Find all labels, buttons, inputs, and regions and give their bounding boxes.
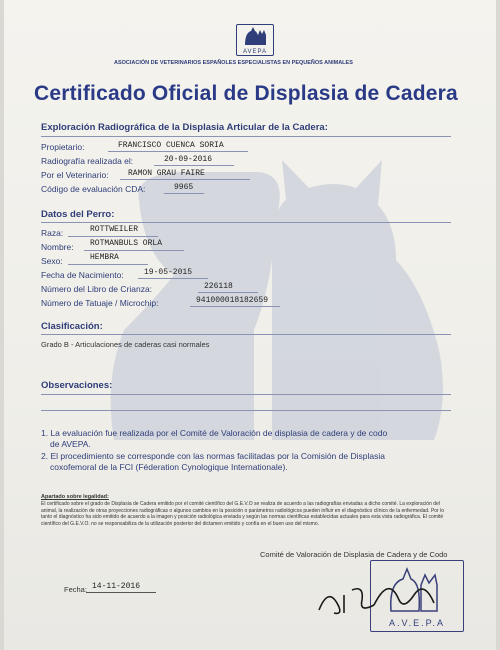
field-underline [198,292,258,293]
microchip-label: Número de Tatuaje / Microchip: [41,298,159,308]
date-value: 14-11-2016 [92,582,141,591]
birth-date-value: 19-05-2015 [144,268,193,277]
legal-text: El certificado sobre el grado de Displasia de Cadera emitido por el comité científico del G.E.V.O se realiza de acuerdo a las radiografías enviadas a dicho comité. La exploración del animal, la realización de otras proyecciones radiográficas o algunos cambios en la posición o parámetros radiológicos pueden influir en el diagnóstico clínico de la enfermedad. Por lo tanto el diagnóstico ha sido emitido de acuerdo a la imagen y posición radiológica enviada y según las normas científicas establecidas actuales para esta vista radiográfica. El comité científico del G.E.V.O. no se responsabiliza de la utilización posterior del dictamen emitido y confía en el buen uso del mismo. [41,501,445,527]
microchip-value: 941000018182659 [196,296,269,305]
vet-label: Por el Veterinario: [41,170,109,180]
stamp-text: A.V.E.P.A [388,618,446,628]
blank-line [41,410,451,411]
xray-date-value: 20-09-2016 [164,155,213,164]
certificate-page [4,0,496,650]
note-2-line-1: 2. El procedimiento se corresponde con las normas facilitadas por la Comisión de Displasia [41,451,385,461]
dog-heading: Datos del Perro: [41,209,115,220]
owner-value: FRANCISCO CUENCA SORIA [118,141,224,150]
field-underline [84,250,184,251]
divider [41,136,451,137]
field-underline [86,592,156,593]
classification-value: Grado B - Articulaciones de caderas casi normales [41,340,210,349]
divider [41,394,451,395]
field-underline [68,264,148,265]
field-underline [154,165,234,166]
note-1-line-1: 1. La evaluación fue realizada por el Comité de Valoración de displasia de cadera y de codo [41,428,388,438]
field-underline [68,236,158,237]
note-2-line-2: coxofemoral de la FCI (Féderation Cynologique Internationale). [50,462,288,472]
sex-value: HEMBRA [90,253,119,262]
owner-label: Propietario: [41,142,85,152]
breed-value: ROTTWEILER [90,225,139,234]
signature-icon [304,565,464,625]
date-label: Fecha: [64,585,87,594]
legal-heading: Apartado sobre legalidad: [41,494,109,500]
sex-label: Sexo: [41,256,63,266]
page-title: Certificado Oficial de Displasia de Cadera [34,82,458,105]
field-underline [108,151,248,152]
code-label: Código de evaluación CDA: [41,184,146,194]
breeding-book-value: 226118 [204,282,233,291]
code-value: 9965 [174,183,194,192]
association-name: ASOCIACIÓN DE VETERINARIOS ESPAÑOLES ESPECIALISTAS EN PEQUEÑOS ANIMALES [114,60,353,66]
committee-name: Comité de Valoración de Displasia de Cadera y de Codo [260,550,448,559]
divider [41,334,451,335]
avepa-logo [236,24,274,56]
field-underline [164,193,204,194]
exploration-heading: Exploración Radiográfica de la Displasia Articular de la Cadera: [41,122,328,133]
divider [41,222,451,223]
breeding-book-label: Número del Libro de Crianza: [41,284,153,294]
classification-heading: Clasificación: [41,321,103,332]
breed-label: Raza: [41,228,64,238]
observations-heading: Observaciones: [41,380,113,391]
field-underline [120,179,250,180]
dog-name-value: ROTMANBULS ORLA [90,239,163,248]
xray-date-label: Radiografía realizada el: [41,156,134,166]
field-underline [190,306,280,307]
dog-name-label: Nombre: [41,242,74,252]
logo-text: AVEPA [242,49,268,55]
birth-date-label: Fecha de Nacimiento: [41,270,124,280]
note-1-line-2: de AVEPA. [50,439,91,449]
vet-value: RAMON GRAU FAIRE [128,169,205,178]
field-underline [138,278,208,279]
logo-animals-icon [237,25,273,47]
